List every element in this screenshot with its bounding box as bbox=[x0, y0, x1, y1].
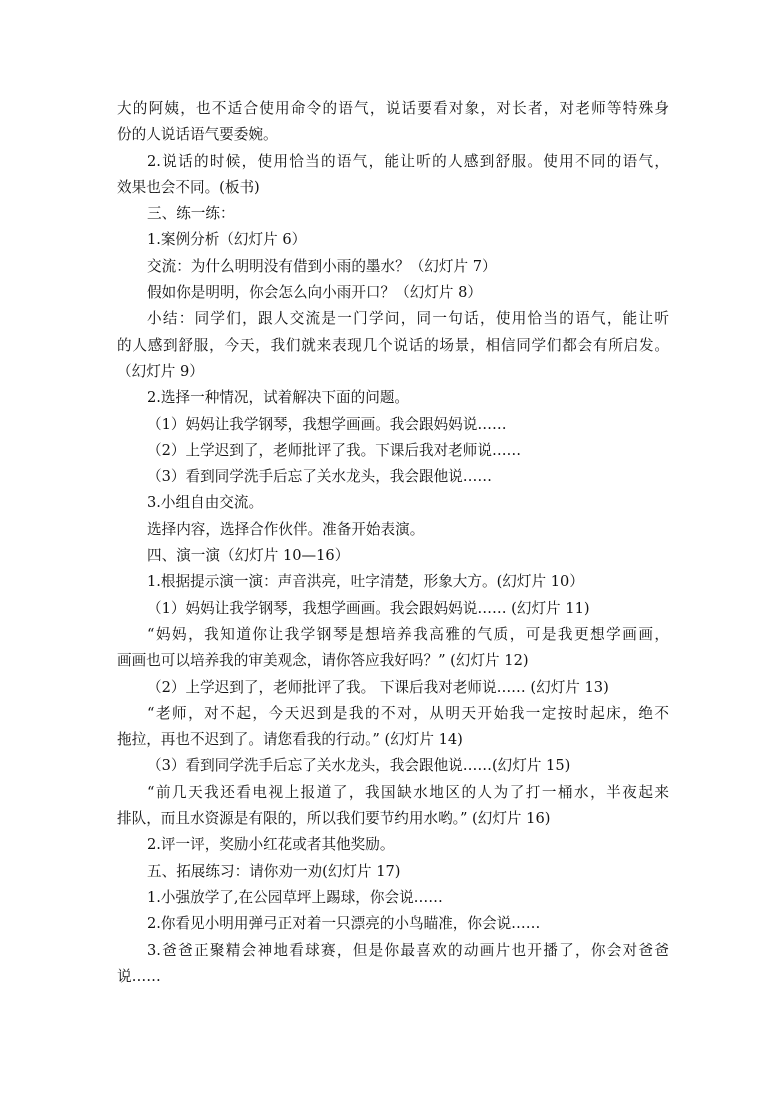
text-line: “妈妈，我知道你让我学钢琴是想培养我高雅的气质，可是我更想学画画， bbox=[147, 625, 669, 643]
text-line: 选择内容，选择合作伙伴。准备开始表演。 bbox=[147, 520, 425, 538]
text-line: 3.小组自由交流。 bbox=[147, 494, 264, 512]
document-body bbox=[117, 96, 669, 990]
text-line: 三、练一练： bbox=[147, 205, 235, 223]
text-line: （2）上学迟到了，老师批评了我。 下课后我对老师说…… (幻灯片 13) bbox=[147, 678, 609, 696]
text-line: 1.根据提示演一演：声音洪亮，吐字清楚，形象大方。(幻灯片 10） bbox=[147, 573, 584, 591]
text-line: 画画也可以培养我的审美观念，请你答应我好吗？” (幻灯片 12) bbox=[117, 652, 529, 670]
text-line: 3.爸爸正聚精会神地看球赛，但是你最喜欢的动画片也开播了，你会对爸爸 bbox=[147, 941, 669, 959]
text-line: （1）妈妈让我学钢琴，我想学画画。我会跟妈妈说…… bbox=[147, 415, 507, 433]
text-line: 2.你看见小明用弹弓正对着一只漂亮的小鸟瞄准，你会说…… bbox=[147, 915, 541, 933]
text-line: 2.说话的时候，使用恰当的语气，能让听的人感到舒服。使用不同的语气， bbox=[147, 152, 669, 170]
text-line: （幻灯片 9） bbox=[117, 362, 204, 380]
text-line: 排队，而且水资源是有限的，所以我们要节约用水哟。” (幻灯片 16) bbox=[117, 810, 551, 828]
text-line: （1）妈妈让我学钢琴，我想学画画。我会跟妈妈说…… (幻灯片 11) bbox=[147, 599, 590, 617]
text-line: 1.案例分析（幻灯片 6） bbox=[147, 231, 307, 249]
text-line: 效果也会不同。(板书) bbox=[117, 178, 260, 196]
text-line: 小结：同学们，跟人交流是一门学问，同一句话，使用恰当的语气，能让听 bbox=[147, 310, 669, 328]
text-line: （3）看到同学洗手后忘了关水龙头，我会跟他说…… bbox=[147, 468, 492, 486]
text-line: 1.小强放学了,在公园草坪上踢球，你会说…… bbox=[147, 888, 443, 906]
text-line: 说…… bbox=[117, 967, 161, 985]
text-line: 假如你是明明，你会怎么向小雨开口？（幻灯片 8） bbox=[147, 284, 482, 302]
text-line: “老师，对不起，今天迟到是我的不对，从明天开始我一定按时起床，绝不 bbox=[147, 704, 669, 722]
text-line: “前几天我还看电视上报道了，我国缺水地区的人为了打一桶水，半夜起来 bbox=[147, 783, 669, 801]
text-line: 大的阿姨，也不适合使用命令的语气，说话要看对象，对长者，对老师等特殊身 bbox=[117, 100, 669, 117]
text-line: 交流：为什么明明没有借到小雨的墨水？（幻灯片 7） bbox=[147, 257, 497, 275]
text-line: 拖拉，再也不迟到了。请您看我的行动。” (幻灯片 14) bbox=[117, 731, 463, 749]
text-line: 2.选择一种情况，试着解决下面的问题。 bbox=[147, 389, 410, 407]
text-line: 份的人说话语气要委婉。 bbox=[117, 126, 278, 144]
text-line: 的人感到舒服，今天，我们就来表现几个说话的场景，相信同学们都会有所启发。 bbox=[117, 336, 669, 354]
text-line: （2）上学迟到了，老师批评了我。下课后我对老师说…… bbox=[147, 441, 522, 459]
text-line: （3）看到同学洗手后忘了关水龙头，我会跟他说……(幻灯片 15) bbox=[147, 757, 571, 775]
text-line: 四、演一演（幻灯片 10—16） bbox=[147, 547, 350, 565]
text-line: 五、拓展练习：请你劝一劝(幻灯片 17) bbox=[147, 862, 401, 880]
text-line: 2.评一评，奖励小红花或者其他奖励。 bbox=[147, 836, 395, 854]
